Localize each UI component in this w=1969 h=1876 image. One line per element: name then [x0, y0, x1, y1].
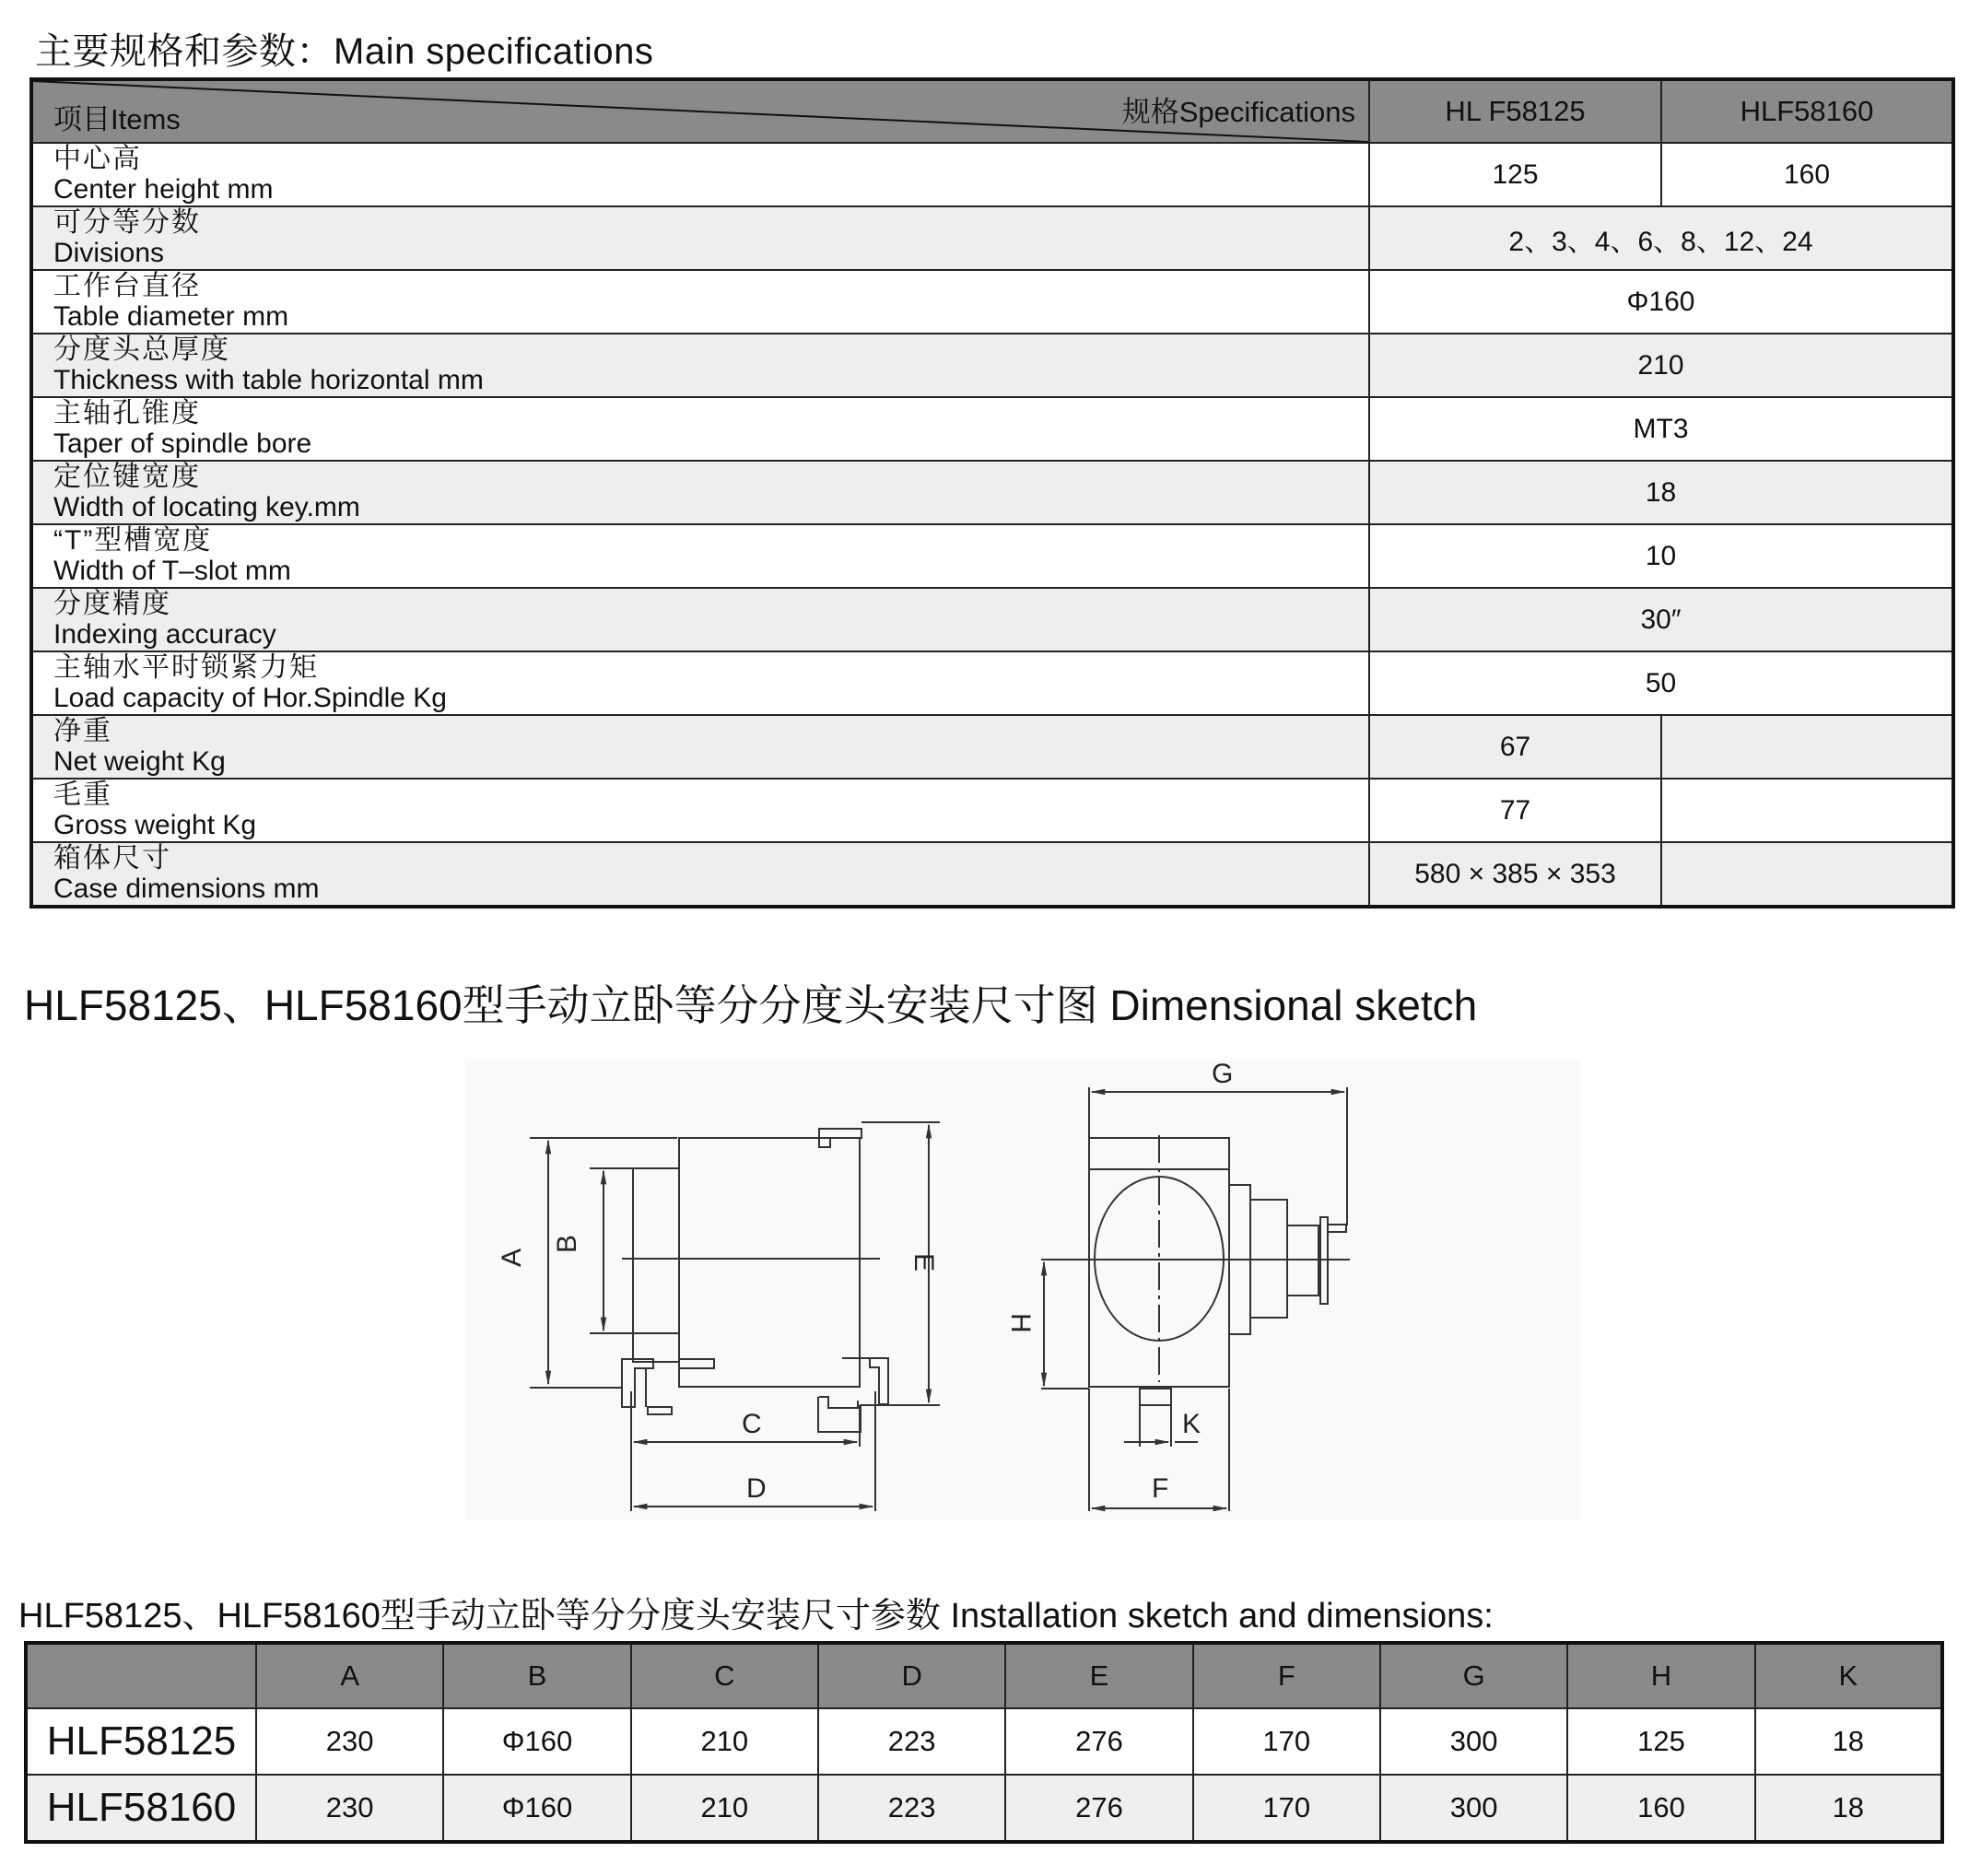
front-view [1041, 1087, 1350, 1511]
spec-value: 50 [1369, 651, 1953, 715]
table-row [26, 1708, 1942, 1775]
dim-value: 18 [1755, 1775, 1942, 1842]
label-en: Gross weight Kg [53, 810, 257, 840]
table-row [26, 1775, 1942, 1842]
label-en: Net weight Kg [53, 746, 226, 777]
label-en: Thickness with table horizontal mm [53, 365, 484, 395]
label-en: Taper of spindle bore [53, 428, 312, 459]
dim-value: 125 [1567, 1708, 1754, 1775]
dim-value: Φ160 [443, 1775, 630, 1842]
spec-value: 125 [1369, 143, 1661, 206]
spec-row [31, 779, 1953, 842]
column-header: A [256, 1643, 443, 1708]
spec-value: 67 [1369, 715, 1661, 779]
model-name: HLF58160 [26, 1775, 256, 1842]
dim-value: 18 [1755, 1708, 1942, 1775]
dimensional-sketch [465, 1060, 1580, 1520]
spec-value: 10 [1369, 524, 1953, 588]
label-cn: 主轴孔锥度 [53, 398, 201, 428]
dim-label-b: B [552, 1234, 582, 1253]
items-header: 项目Items [53, 103, 181, 135]
dim-value: 230 [256, 1775, 443, 1842]
dim-value: 170 [1193, 1775, 1380, 1842]
dim-value: 223 [818, 1775, 1005, 1842]
dimension-table [24, 1641, 1944, 1844]
spec-value: 210 [1369, 334, 1953, 397]
spec-value: 160 [1661, 143, 1953, 206]
column-header: E [1005, 1643, 1192, 1708]
dim-value: 300 [1380, 1708, 1567, 1775]
dim-value: Φ160 [443, 1708, 630, 1775]
model-header: HL F58125 [1369, 79, 1661, 143]
dim-value: 276 [1005, 1708, 1192, 1775]
spec-value [1661, 842, 1953, 907]
dim-label-g: G [1212, 1060, 1234, 1089]
label-en: Center height mm [53, 174, 274, 205]
column-header: F [1193, 1643, 1380, 1708]
dim-label-f: F [1152, 1473, 1169, 1504]
label-en: Width of locating key.mm [53, 492, 360, 522]
label-cn: 可分等分数 [53, 207, 201, 238]
label-cn: 毛重 [53, 780, 112, 810]
spec-table-header [31, 79, 1953, 143]
dim-label-a: A [497, 1248, 527, 1267]
dim-label-k: K [1182, 1409, 1201, 1439]
spec-value [1661, 715, 1953, 779]
spec-row [31, 842, 1953, 907]
sketch-section-title: HLF58125、HLF58160型手动立卧等分分度头安装尺寸图 Dimensional sketch [24, 981, 1478, 1029]
spec-row [31, 588, 1953, 651]
column-header: D [818, 1643, 1005, 1708]
column-header: B [443, 1643, 630, 1708]
label-en: Table diameter mm [53, 301, 289, 332]
spec-row [31, 715, 1953, 779]
label-en: Indexing accuracy [53, 619, 276, 650]
dim-label-d: D [746, 1473, 767, 1504]
column-header: C [631, 1643, 818, 1708]
column-header: H [1567, 1643, 1754, 1708]
spec-value [1661, 779, 1953, 842]
dim-label-c: C [742, 1409, 762, 1439]
spec-row [31, 334, 1953, 397]
spec-value: 18 [1369, 461, 1953, 524]
label-en: Case dimensions mm [53, 874, 320, 904]
dim-value: 210 [631, 1708, 818, 1775]
spec-row [31, 651, 1953, 715]
column-header [26, 1643, 256, 1708]
spec-row [31, 397, 1953, 461]
spec-value: MT3 [1369, 397, 1953, 461]
spec-row [31, 461, 1953, 524]
spec-section-title: 主要规格和参数：Main specifications [35, 31, 654, 72]
column-header: G [1380, 1643, 1567, 1708]
spec-row [31, 143, 1953, 206]
dimensional-sketch-drawing-icon [465, 1060, 1580, 1520]
spec-value: 580 × 385 × 353 [1369, 842, 1661, 907]
column-header: K [1755, 1643, 1942, 1708]
spec-row [31, 270, 1953, 334]
label-cn: 工作台直径 [53, 271, 201, 301]
dim-value: 230 [256, 1708, 443, 1775]
spec-table [29, 77, 1955, 909]
label-en: Divisions [53, 238, 165, 268]
dim-value: 223 [818, 1708, 1005, 1775]
dim-label-h: H [1005, 1313, 1036, 1333]
label-cn: 净重 [53, 716, 112, 746]
dim-value: 170 [1193, 1708, 1380, 1775]
dim-value: 276 [1005, 1775, 1192, 1842]
dimension-section-title: HLF58125、HLF58160型手动立卧等分分度头安装尺寸参数 Installation sketch and dimensions: [18, 1597, 1494, 1636]
spec-value: 77 [1369, 779, 1661, 842]
dim-label-e: E [908, 1253, 939, 1272]
diagonal-header-cell [31, 79, 1369, 143]
spec-value: 30″ [1369, 588, 1953, 651]
label-cn: 主轴水平时锁紧力矩 [53, 652, 319, 683]
label-cn: “T”型槽宽度 [53, 525, 213, 556]
model-header: HLF58160 [1661, 79, 1953, 143]
label-cn: 分度精度 [53, 589, 171, 619]
dimension-table-header [26, 1643, 1942, 1708]
spec-row [31, 206, 1953, 270]
side-view [530, 1122, 940, 1511]
dim-value: 160 [1567, 1775, 1754, 1842]
dim-value: 300 [1380, 1775, 1567, 1842]
label-cn: 定位键宽度 [53, 462, 201, 492]
spec-value: Φ160 [1369, 270, 1953, 334]
label-cn: 分度头总厚度 [53, 334, 230, 365]
label-cn: 中心高 [53, 144, 142, 174]
model-name: HLF58125 [26, 1708, 256, 1775]
dim-value: 210 [631, 1775, 818, 1842]
spec-row [31, 524, 1953, 588]
spec-value: 2、3、4、6、8、12、24 [1369, 206, 1953, 270]
specifications-header: 规格Specifications [1121, 96, 1355, 128]
label-en: Width of T–slot mm [53, 556, 291, 586]
label-en: Load capacity of Hor.Spindle Kg [53, 683, 447, 713]
label-cn: 箱体尺寸 [53, 843, 171, 874]
